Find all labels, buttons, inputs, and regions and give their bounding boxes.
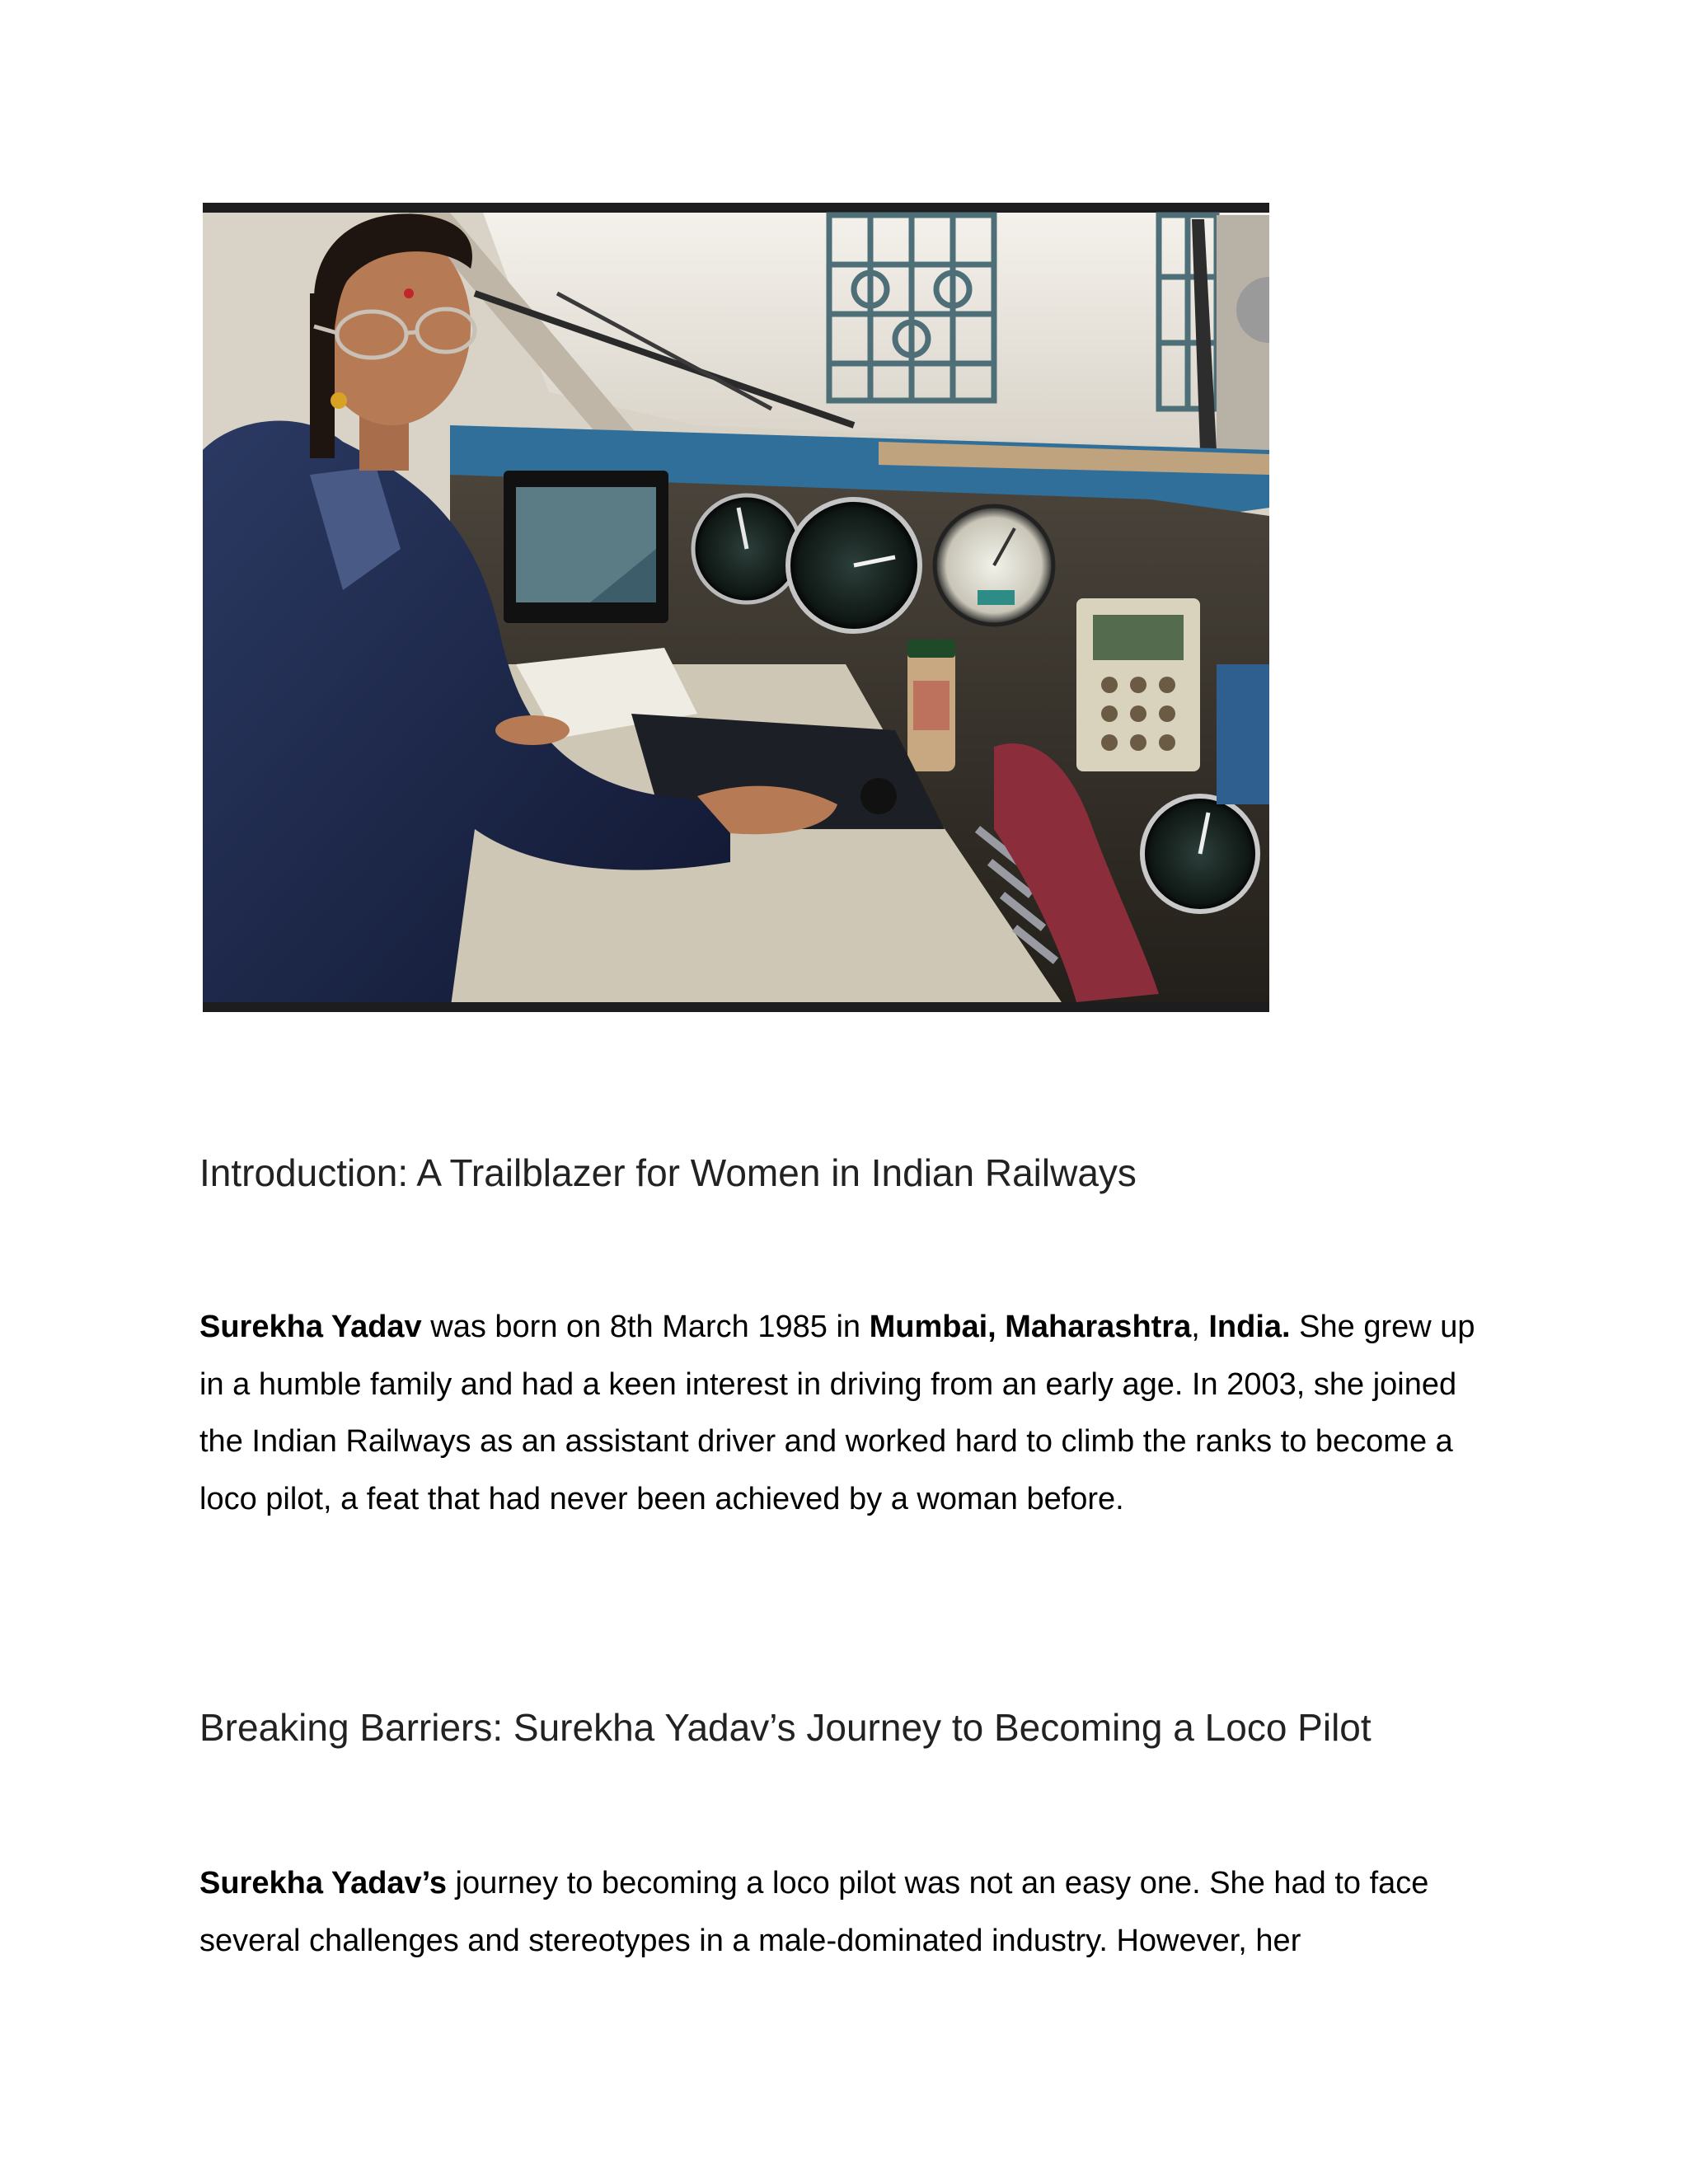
bold-name: Surekha Yadav — [199, 1310, 422, 1344]
bold-country: India. — [1208, 1310, 1291, 1344]
bold-name: Surekha Yadav’s — [199, 1866, 447, 1900]
text-run: She grew up in a humble family and had a keen interest in driving from an early age. In 2003, she joined the Indian Railways as an assistant driver and worked hard to climb the ranks to become a loco pilot, a feat that had never been achieved by a woman before. — [199, 1310, 1475, 1516]
text-run: was born on 8th March 1985 in — [421, 1310, 870, 1344]
text-run: journey to becoming a loco pilot was not an easy one. She had to face several challenges and stereotypes in a male-dominated industry. However, her — [199, 1866, 1429, 1958]
bold-place: Mumbai, Maharashtra — [869, 1310, 1192, 1344]
photo-illustration — [203, 203, 1269, 1012]
paragraph-introduction — [199, 1299, 1485, 1528]
paragraph-journey — [199, 1855, 1485, 1970]
text-run: , — [1191, 1310, 1209, 1344]
section-heading-introduction: Introduction: A Trailblazer for Women in Indian Railways — [199, 1151, 1137, 1194]
locomotive-cab-photo — [203, 203, 1269, 1012]
section-heading-breaking-barriers: Breaking Barriers: Surekha Yadav’s Journey to Becoming a Loco Pilot — [199, 1706, 1372, 1749]
